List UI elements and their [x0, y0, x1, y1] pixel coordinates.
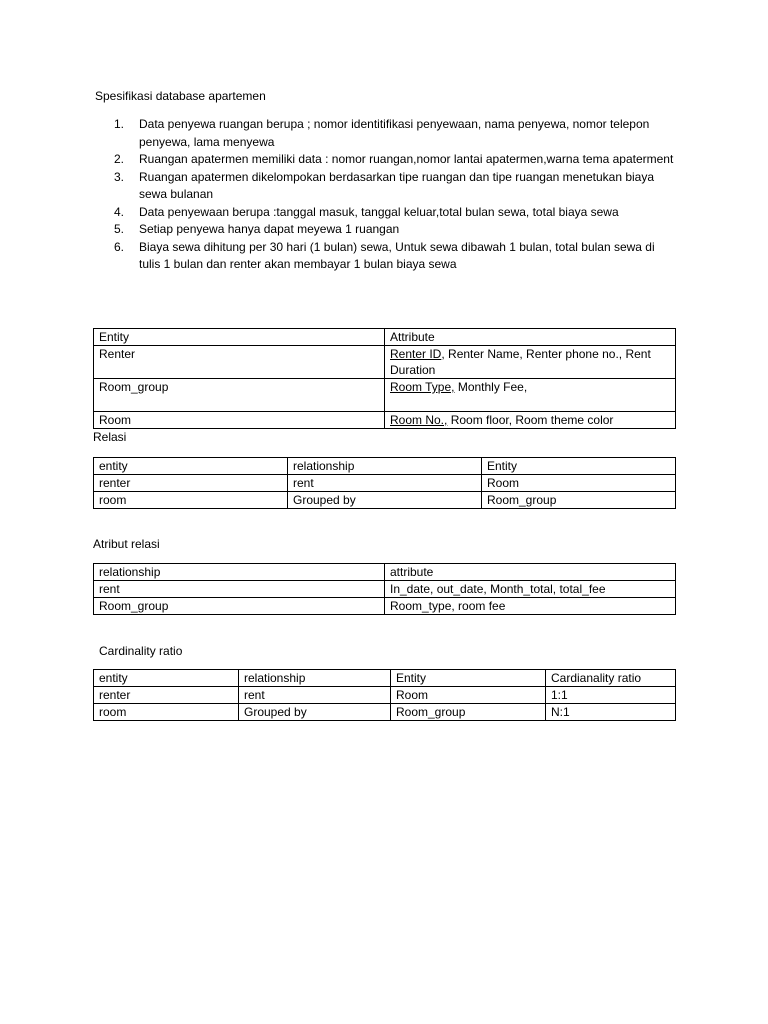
spec-text: Data penyewaan berupa :tanggal masuk, tanggal keluar,total bulan sewa, total biaya sewa [139, 204, 619, 219]
spec-text: Ruangan apatermen memiliki data : nomor ruangan,nomor lantai apatermen,warna tema apaterment [139, 152, 674, 166]
table-cell [385, 346, 676, 379]
spec-item [114, 239, 674, 274]
table-cell: renter [94, 687, 239, 704]
spec-number: 5. [114, 222, 125, 236]
document-title: Spesifikasi database apartemen [95, 89, 266, 103]
primary-key: Renter ID [390, 347, 442, 361]
spec-text: Biaya sewa dihitung per 30 hari (1 bulan) sewa, Untuk sewa dibawah 1 bulan, total bulan sewa di tulis 1 bulan dan renter akan membayar 1 bulan biaya sewa [139, 239, 655, 271]
table-cell: rent [288, 475, 482, 492]
relasi-table [93, 457, 676, 509]
header-cell: entity [94, 670, 239, 687]
table-cell: room [94, 704, 239, 721]
header-cell: entity [94, 458, 288, 475]
table-row [94, 412, 676, 429]
attribute-list: , Renter Name, Renter phone no., Rent Duration [390, 347, 651, 377]
table-cell: room [94, 492, 288, 509]
table-row [94, 598, 676, 615]
attribute-list: Room floor, Room theme color [447, 413, 614, 427]
table-cell: Room_group [94, 598, 385, 615]
table-row [94, 475, 676, 492]
table-header-row [94, 329, 676, 346]
spec-item [114, 151, 674, 169]
header-cell: Attribute [385, 329, 676, 346]
table-row [94, 687, 676, 704]
spec-text: Setiap penyewa hanya dapat meyewa 1 ruangan [139, 222, 400, 236]
spec-text: Data penyewa ruangan berupa ; nomor identitifikasi penyewaan, nama penyewa, nomor telepon penyewa, lama menyewa [139, 117, 650, 149]
relasi-label: Relasi [93, 430, 127, 444]
spec-item [114, 221, 674, 239]
table-cell: Room_group [482, 492, 676, 509]
table-cell: rent [94, 581, 385, 598]
header-cell: Entity [391, 670, 546, 687]
table-header-row [94, 670, 676, 687]
table-cell: Room_type, room fee [385, 598, 676, 615]
attribute-list: Monthly Fee, [454, 380, 528, 394]
table-row [94, 581, 676, 598]
table-cell: Grouped by [288, 492, 482, 509]
entity-attribute-table [93, 328, 676, 429]
table-cell: rent [239, 687, 391, 704]
atribut-relasi-table [93, 563, 676, 615]
spec-list [114, 116, 674, 274]
primary-key: Room Type, [390, 380, 455, 394]
spec-text: Ruangan apatermen dikelompokan berdasarkan tipe ruangan dan tipe ruangan menetukan biaya sewa bulanan [139, 169, 655, 201]
spec-number: 1. [114, 117, 125, 131]
table-cell [385, 412, 676, 429]
header-cell: Cardianality ratio [546, 670, 676, 687]
table-cell: 1:1 [546, 687, 676, 704]
table-cell: In_date, out_date, Month_total, total_fee [385, 581, 676, 598]
spec-number: 3. [114, 169, 125, 184]
spec-number: 2. [114, 152, 125, 166]
spec-item [114, 169, 674, 204]
cardinality-label: Cardinality ratio [99, 644, 183, 658]
header-cell: Entity [482, 458, 676, 475]
spec-item [114, 204, 674, 222]
table-cell: Room [391, 687, 546, 704]
header-cell: Entity [94, 329, 385, 346]
header-cell: relationship [288, 458, 482, 475]
atribut-relasi-label: Atribut relasi [93, 537, 160, 551]
header-cell: relationship [94, 564, 385, 581]
table-row [94, 704, 676, 721]
cardinality-table [93, 669, 676, 721]
spec-item [114, 116, 674, 151]
table-row [94, 379, 676, 412]
table-row [94, 492, 676, 509]
table-cell: Renter [94, 346, 385, 379]
table-cell: Room [94, 412, 385, 429]
table-row [94, 346, 676, 379]
table-cell: Room_group [94, 379, 385, 412]
table-header-row [94, 458, 676, 475]
table-cell: Grouped by [239, 704, 391, 721]
table-cell: renter [94, 475, 288, 492]
table-cell [385, 379, 676, 412]
table-cell: Room [482, 475, 676, 492]
header-cell: attribute [385, 564, 676, 581]
table-header-row [94, 564, 676, 581]
spec-number: 4. [114, 204, 125, 219]
table-cell: N:1 [546, 704, 676, 721]
spec-number: 6. [114, 239, 125, 254]
header-cell: relationship [239, 670, 391, 687]
table-cell: Room_group [391, 704, 546, 721]
primary-key: Room No., [390, 413, 448, 427]
